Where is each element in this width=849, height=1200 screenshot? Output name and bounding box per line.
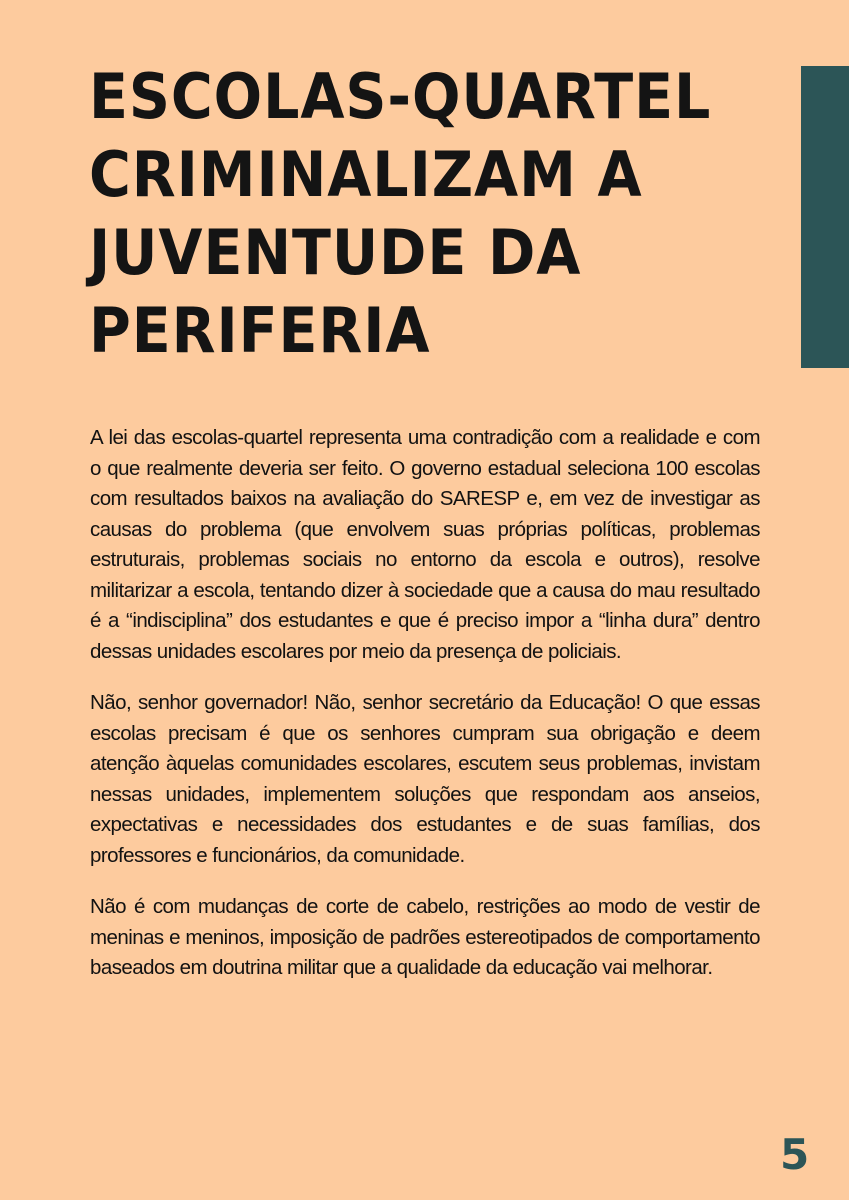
page-title: [89, 58, 715, 370]
paragraph-1: A lei das escolas-quartel representa uma contradição com a realidade e com o que realmente deveria ser feito. O governo estadual seleciona 100 escolas com resultados baixos na avaliação do SARESP e, em vez de investigar as causas do problema (que envolvem suas próprias políticas, problemas estruturais, problemas sociais no entorno da escola e outros), resolve militarizar a escola, tentando dizer à sociedade que a causa do mau resultado é a “indisciplina” dos estudantes e que é preciso impor a “linha dura” dentro dessas unidades escolares por meio da presença de policiais.: [90, 426, 760, 663]
title-line: ESCOLAS-QUARTEL: [89, 60, 712, 133]
paragraph-3: Não é com mudanças de corte de cabelo, restrições ao modo de vestir de meninas e meninos, imposição de padrões estereotipados de comportamento baseados em doutrina militar que a qualidade da educação vai melhorar.: [90, 895, 760, 979]
title-line: CRIMINALIZAM A: [89, 138, 643, 211]
title-line: JUVENTUDE DA: [89, 216, 582, 289]
paragraph-2: Não, senhor governador! Não, senhor secretário da Educação! O que essas escolas precisam é que os senhores cumpram sua obrigação e deem atenção àquelas comunidades escolares, escutem seus problemas, invistam nessas unidades, implementem soluções que respondam aos anseios, expectativas e necessidades dos estudantes e de suas famílias, dos professores e funcionários, da comunidade.: [90, 691, 760, 867]
article-body: [90, 423, 760, 1005]
page-number: 5: [780, 1130, 810, 1179]
side-color-tab: [801, 66, 849, 368]
title-line: PERIFERIA: [89, 294, 431, 367]
